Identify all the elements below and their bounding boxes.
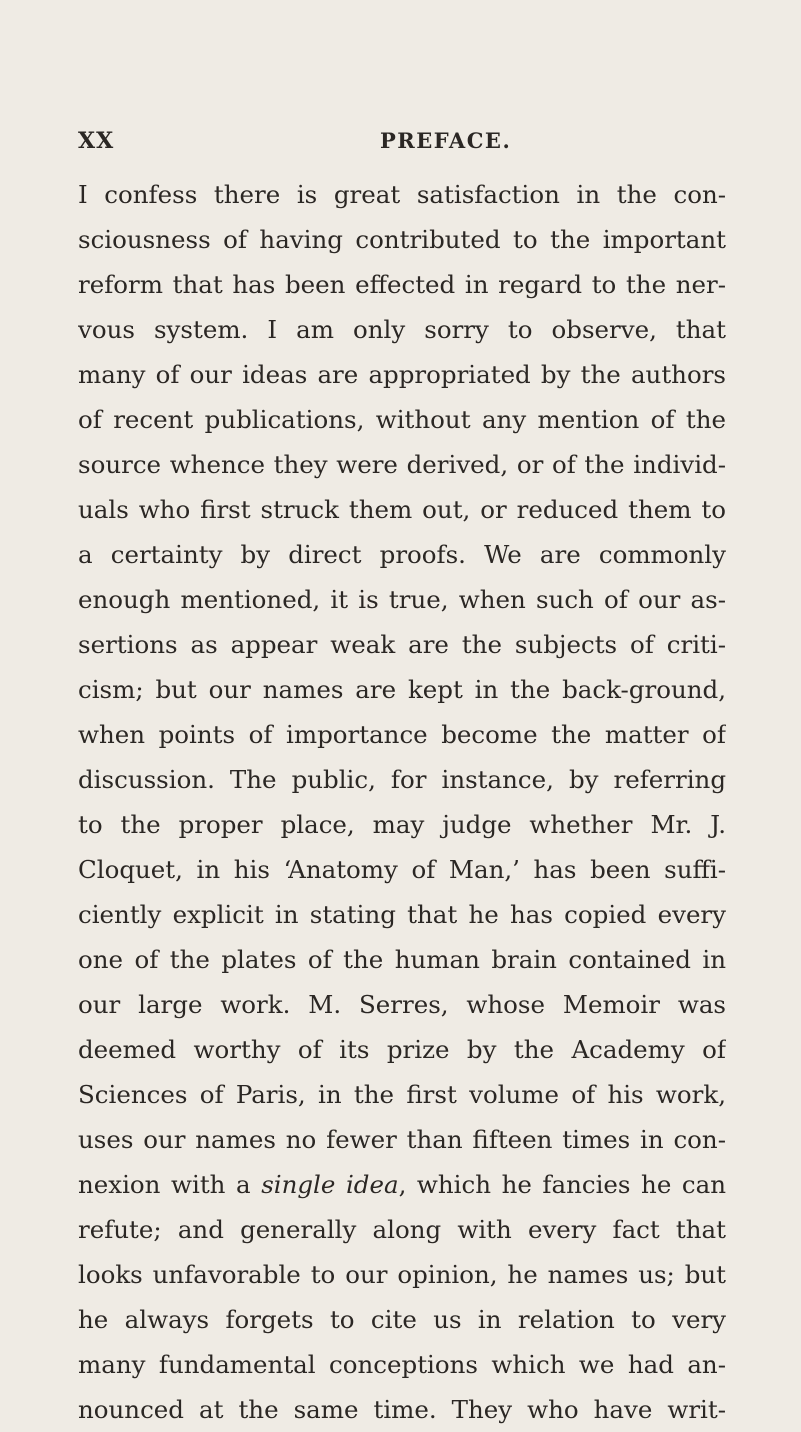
text-segment: nexion with a	[78, 1170, 262, 1199]
text-line: many of our ideas are appropriated by the authors	[78, 360, 726, 389]
text-line: many fundamental conceptions which we had an-	[78, 1350, 726, 1379]
text-line: ciently explicit in stating that he has copied every	[78, 900, 726, 929]
text-line: Sciences of Paris, in the first volume of his work,	[78, 1080, 726, 1109]
text-line: our large work. M. Serres, whose Memoir was	[78, 990, 726, 1019]
text-line: a certainty by direct proofs. We are commonly	[78, 540, 726, 569]
running-head: PREFACE.	[380, 128, 512, 153]
text-line: refute; and generally along with every fact that	[78, 1215, 726, 1244]
text-line: vous system. I am only sorry to observe, that	[78, 315, 726, 344]
text-line: looks unfavorable to our opinion, he names us; but	[78, 1260, 726, 1289]
text-line: cism; but our names are kept in the back-ground,	[78, 675, 726, 704]
text-line: uals who first struck them out, or reduced them to	[78, 495, 726, 524]
page-header	[78, 128, 728, 160]
body-text	[78, 172, 726, 1432]
text-line: sciousness of having contributed to the important	[78, 225, 726, 254]
text-line: he always forgets to cite us in relation to very	[78, 1305, 726, 1334]
text-line: reform that has been effected in regard to the ner-	[78, 270, 726, 299]
text-line: uses our names no fewer than fifteen times in con-	[78, 1125, 726, 1154]
text-line: sertions as appear weak are the subjects of criti-	[78, 630, 726, 659]
text-line: source whence they were derived, or of the individ-	[78, 450, 726, 479]
text-line: discussion. The public, for instance, by referring	[78, 765, 726, 794]
page-number: XX	[78, 128, 115, 154]
text-line: I confess there is great satisfaction in the con-	[78, 180, 726, 209]
text-line: nounced at the same time. They who have writ-	[78, 1395, 726, 1424]
text-line: to the proper place, may judge whether Mr. J.	[78, 810, 726, 839]
text-line: deemed worthy of its prize by the Academy of	[78, 1035, 726, 1064]
text-line: when points of importance become the matter of	[78, 720, 726, 749]
text-line: enough mentioned, it is true, when such of our as-	[78, 585, 726, 614]
italic-phrase: single idea	[261, 1170, 399, 1199]
text-line: one of the plates of the human brain contained in	[78, 945, 726, 974]
text-line: Cloquet, in his ‘Anatomy of Man,’ has been suffi-	[78, 855, 726, 884]
text-segment: , which he fancies he can	[398, 1170, 726, 1199]
text-line: of recent publications, without any mention of the	[78, 405, 726, 434]
text-line-with-italic	[78, 1162, 726, 1207]
